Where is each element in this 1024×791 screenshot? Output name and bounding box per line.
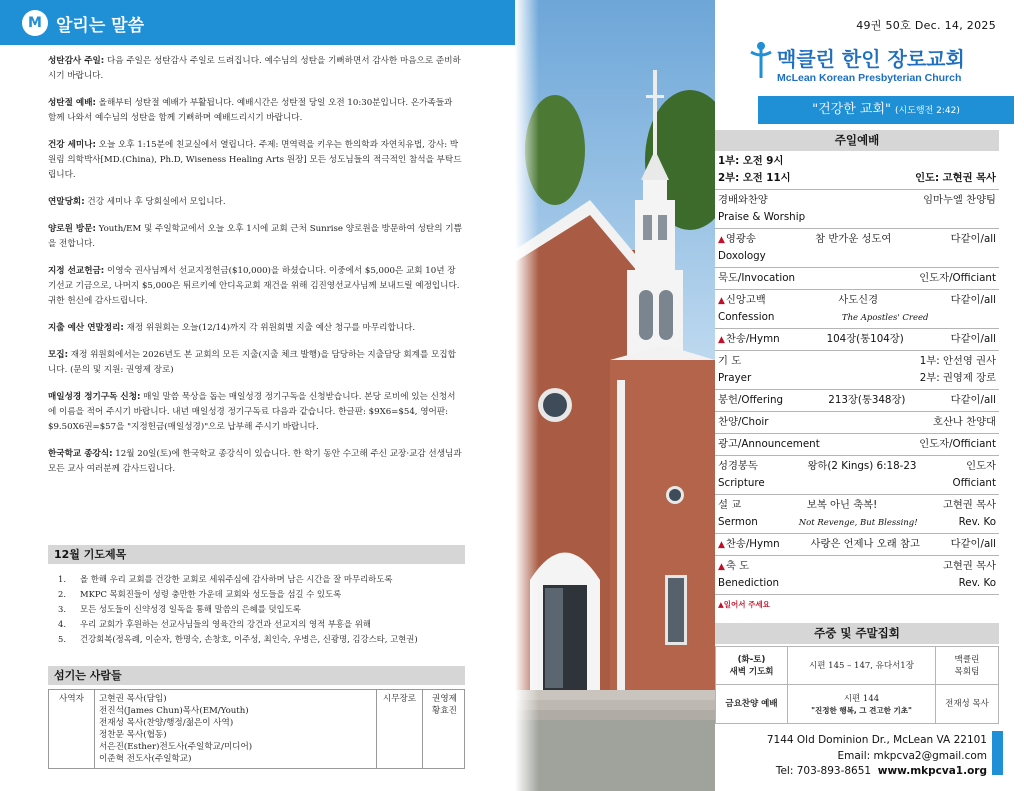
worship-item-label — [718, 536, 780, 554]
worship-item — [715, 190, 999, 229]
worship-item-line — [718, 436, 996, 453]
worship-item-leader: 인도자/Officiant — [919, 272, 996, 284]
worship-item — [715, 412, 999, 434]
notice-title: 건강 세미나: — [48, 140, 96, 150]
minister-name: 정찬문 목사(협동) — [99, 730, 167, 740]
notice-title: 지정 선교헌금: — [48, 266, 105, 276]
midweek-passage — [788, 685, 936, 723]
worship-item-korean: 기 도 — [718, 355, 742, 367]
midweek-leader: 전재성 목사 — [945, 699, 989, 709]
midweek-leader: 맥클린 목회팀 — [954, 654, 980, 677]
prayer-item — [52, 602, 462, 617]
worship-item — [715, 229, 999, 268]
worship-item-label — [718, 392, 783, 409]
worship-item-line — [718, 248, 996, 265]
worship-item-leader-2: Rev. Ko — [958, 516, 996, 528]
worship-item-korean: 찬양/Choir — [718, 416, 769, 428]
minister-name: 서은진(Esther)전도사(주일학교/미디어) — [99, 742, 253, 752]
servants-role-ministers: 사역자 — [49, 690, 95, 768]
worship-item-korean: 설 교 — [718, 499, 742, 511]
prayer-text: 모든 성도들이 신약성경 일독을 통해 말씀의 은혜를 덧입도록 — [80, 604, 301, 614]
notice-body: 12월 20일(토)에 한국학교 종강식이 있습니다. 한 학기 동안 수고해 주신 교장·교감 선생님과 모든 교사 여러분께 감사드립니다. — [48, 449, 462, 474]
midweek-passage — [788, 647, 936, 684]
notice-body: 오늘 오후 1:15분에 친교실에서 열립니다. 주제: 면역력을 키우는 한의학과 자연치유법, 강사: 박원림 의학박사[MD.(China), Ph.D, Wiseness Healing Arts 원장] 모든 성도님들의 적극적인 참석을 부탁드립니다. — [48, 140, 462, 180]
worship-item-korean: 광고/Announcement — [718, 438, 820, 450]
worship-item-line — [718, 458, 996, 475]
servants-elders-list — [423, 690, 466, 768]
worship-item-korean: 봉헌/Offering — [718, 394, 784, 406]
worship-item-label — [718, 558, 749, 576]
worship-item-detail: 보복 아닌 축복! — [806, 499, 878, 511]
prayer-item — [52, 572, 462, 587]
worship-item-line — [718, 309, 996, 326]
worship-item-leader-2: Officiant — [952, 477, 996, 489]
worship-item-label — [718, 231, 756, 249]
worship-item-line — [718, 392, 996, 409]
church-address: 7144 Old Dominion Dr., McLean VA 22101 — [766, 734, 987, 746]
notice-item — [48, 54, 463, 84]
notice-body: 건강 세미나 후 당회실에서 모입니다. — [84, 197, 226, 207]
worship-item-line — [718, 497, 996, 514]
prayer-text: 건강회복(정옥례, 이순자, 한명숙, 손창호, 이주성, 최인숙, 우병은, 신광명, 김강스타, 고현권) — [80, 634, 418, 644]
prayer-item — [52, 617, 462, 632]
worship-item-english: Doxology — [718, 250, 766, 262]
church-name-korean: 맥클린 한인 장로교회 — [777, 47, 965, 71]
worship-item-korean: 성경봉독 — [718, 460, 758, 472]
issue-info: 49권 50호 Dec. 14, 2025 — [856, 19, 996, 32]
worship-item-korean: 신앙고백 — [725, 294, 766, 306]
worship-item — [715, 534, 999, 556]
notice-item — [48, 447, 463, 477]
notice-title: 양로원 방문: — [48, 224, 96, 234]
notice-body: Youth/EM 및 주일학교에서 오늘 오후 1시에 교회 근처 Sunrise 양로원을 방문하여 성탄의 기쁨을 전합니다. — [48, 224, 462, 249]
worship-item-detail: 왕하(2 Kings) 6:18-23 — [807, 460, 917, 472]
worship-item — [715, 351, 999, 390]
stand-note: ▲일어서 주세요 — [718, 600, 770, 609]
worship-item-line — [718, 292, 996, 309]
service-leader: 인도: 고현권 목사 — [915, 172, 996, 184]
worship-item — [715, 456, 999, 495]
worship-item-line — [718, 209, 996, 226]
worship-item-line — [718, 370, 996, 387]
first-service-time: 1부: 오전 9시 — [718, 155, 784, 167]
church-building-photo — [515, 0, 715, 791]
motto-reference: (시도행전 2:42) — [895, 106, 960, 116]
midweek-row — [716, 647, 998, 685]
worship-item-leader: 다같이/all — [950, 394, 996, 406]
announcements-banner — [0, 0, 515, 45]
notice-item — [48, 96, 463, 126]
prayer-text: 우리 교회가 후원하는 선교사님들의 영육간의 강건과 선교지의 영적 부흥을 위해 — [80, 619, 371, 629]
notice-item — [48, 195, 463, 210]
worship-item — [715, 434, 999, 456]
notice-body: 매일 말씀 묵상을 돕는 매일성경 정기구독을 신청받습니다. 본당 로비에 있는 신청서에 이름을 적어 주시기 바랍니다. 내년 매일성경 정기구독료 다음과 같습니다. 한글판: $9X6=$54, 영어판: $9.50X6권=$57을 "지정헌금(매일성경)"으로 납부해 주시기 바랍니다. — [48, 392, 456, 432]
worship-item-leader: 인도자 — [966, 460, 996, 472]
worship-item-line — [718, 414, 996, 431]
worship-item-korean: 찬송/Hymn — [725, 538, 780, 550]
worship-item-label — [718, 414, 768, 431]
prayer-item — [52, 632, 462, 647]
worship-item-label — [718, 292, 766, 310]
worship-item-label — [718, 192, 768, 209]
prayer-text: 올 한해 우리 교회를 건강한 교회로 세워주심에 감사하며 남은 시간을 잘 마무리하도록 — [80, 574, 393, 584]
worship-item-leader: 다같이/all — [950, 233, 996, 245]
midweek-heading: 주중 및 주말집회 — [715, 623, 999, 644]
worship-item-leader: 고현권 목사 — [942, 560, 996, 572]
worship-item-english: Scripture — [718, 477, 765, 489]
stand-marker-icon: ▲ — [718, 562, 725, 572]
worship-item — [715, 329, 999, 351]
worship-item-detail-english: The Apostles' Creed — [841, 313, 929, 323]
worship-item-english: Sermon — [718, 516, 758, 528]
worship-item-line — [718, 558, 996, 575]
midweek-table — [715, 646, 999, 724]
worship-item — [715, 495, 999, 534]
worship-item-korean: 영광송 — [725, 233, 756, 245]
worship-item-label — [718, 458, 758, 475]
notice-item — [48, 264, 463, 309]
worship-item-english: Praise & Worship — [718, 211, 806, 223]
worship-item-line — [718, 514, 996, 531]
service-times — [715, 151, 999, 190]
minister-name: 이준혁 전도사(주일학교) — [99, 754, 192, 764]
notice-body: 이영숙 권사님께서 선교지정헌금($10,000)을 하셨습니다. 이중에서 $5,000은 교회 10년 장기선교 기금으로, 나머지 $5,000은 튀르키예 안디옥교회 재건을 위해 김진영선교사님께 보내드릴 예정입니다. 귀한 헌신에 감사드립니다. — [48, 266, 460, 306]
minister-name: 고현권 목사(담임) — [99, 694, 167, 704]
notice-title: 모집: — [48, 350, 69, 360]
worship-item-detail: 213장(통348장) — [828, 394, 906, 406]
worship-item-line — [718, 475, 996, 492]
notice-title: 성탄절 예배: — [48, 98, 96, 108]
worship-item-label — [718, 353, 741, 370]
notice-item — [48, 321, 463, 336]
worship-item-line — [718, 353, 996, 370]
worship-item-line — [718, 575, 996, 592]
worship-item-korean: 묵도/Invocation — [718, 272, 796, 284]
worship-item-line — [718, 331, 996, 348]
prayer-number: 1. — [58, 574, 66, 584]
servants-table — [48, 689, 465, 769]
worship-item-label — [718, 497, 741, 514]
notice-body: 올해부터 성탄절 예배가 부활됩니다. 예배시간은 성탄절 당일 오전 10:30분입니다. 온가족들과 함께 나와서 예수님의 성탄을 함께 기뻐하며 예배드리시기 바랍니다. — [48, 98, 453, 123]
church-website: www.mkpcva1.org — [877, 765, 987, 777]
motto-banner — [758, 96, 1014, 124]
midweek-row — [716, 685, 998, 723]
midweek-passage-text: 시편 145 – 147, 유다서1장 — [809, 660, 914, 671]
worship-item — [715, 556, 999, 595]
prayer-topics-heading: 12월 기도제목 — [48, 545, 465, 564]
notice-title: 지출 예산 연말정리: — [48, 323, 124, 333]
worship-item-detail: 사랑은 언제나 오래 참고 — [810, 538, 920, 550]
church-name-english: McLean Korean Presbyterian Church — [777, 72, 962, 84]
worship-item-leader: 다같이/all — [950, 538, 996, 550]
worship-item-leader: 다같이/all — [950, 294, 996, 306]
notice-title: 한국학교 종강식: — [48, 449, 113, 459]
stand-marker-icon: ▲ — [718, 540, 725, 550]
worship-item — [715, 390, 999, 412]
worship-item-detail: 사도신경 — [838, 294, 879, 306]
church-logo-icon — [747, 40, 775, 80]
worship-item-line — [718, 270, 996, 287]
contact-accent-bar — [992, 731, 1003, 775]
stand-marker-icon: ▲ — [718, 235, 725, 245]
worship-item-leader: 고현권 목사 — [942, 499, 996, 511]
contact-info — [767, 733, 987, 780]
worship-item-line — [718, 231, 996, 248]
worship-item-leader: 인도자/Officiant — [919, 438, 996, 450]
motto-text: "건강한 교회" — [812, 102, 891, 117]
elder-name: 황효진 — [432, 706, 457, 716]
prayer-text: MKPC 목회진들이 성령 충만한 가운데 교회와 성도들을 섬길 수 있도록 — [80, 589, 342, 599]
worship-item-label — [718, 270, 795, 287]
prayer-number: 4. — [58, 619, 66, 629]
bulletin-cover-column — [715, 0, 1024, 791]
worship-order — [715, 151, 999, 614]
stand-marker-icon: ▲ — [718, 296, 725, 306]
worship-item-english: Benediction — [718, 577, 780, 589]
worship-item-detail: 참 반가운 성도여 — [815, 233, 892, 245]
worship-item-korean: 축 도 — [725, 560, 750, 572]
notice-title: 연말당회: — [48, 197, 85, 207]
worship-item-leader: 임마누엘 찬양팀 — [923, 194, 996, 206]
midweek-passage-text: 시편 144 — [843, 693, 880, 704]
announcements-title: 알리는 말씀 — [56, 16, 145, 36]
midweek-service: (화-토) 새벽 기도회 — [716, 647, 788, 684]
midweek-theme: "진정한 행복, 그 견고한 기초" — [811, 705, 912, 715]
worship-item-label — [718, 436, 820, 453]
worship-item — [715, 290, 999, 329]
notice-item — [48, 390, 463, 435]
notice-body: 재정 위원회에서는 2026년도 본 교회의 모든 지출(지출 체크 발행)을 담당하는 지출담당 회계를 모집합니다. (문의 및 지원: 권영제 장로) — [48, 350, 456, 375]
worship-item-leader: 1부: 안선영 권사 — [919, 355, 996, 367]
notice-item — [48, 222, 463, 252]
worship-item-english: Confession — [718, 311, 775, 323]
worship-item-korean: 찬송/Hymn — [725, 333, 780, 345]
worship-item-leader: 호산나 찬양대 — [933, 416, 996, 428]
church-logo-icon: M — [22, 10, 48, 36]
notice-list — [48, 54, 463, 489]
notice-body: 재정 위원회는 오늘(12/14)까지 각 위원회별 지출 예산 청구를 마무리합니다. — [123, 323, 416, 333]
midweek-service: 금요찬양 예배 — [716, 685, 788, 723]
notice-title: 성탄감사 주일: — [48, 56, 105, 66]
worship-item-detail: 104장(통104장) — [826, 333, 904, 345]
elder-name: 권영제 — [432, 694, 457, 704]
worship-item-leader: 다같이/all — [950, 333, 996, 345]
stand-marker-icon: ▲ — [718, 335, 725, 345]
notice-item — [48, 138, 463, 183]
worship-item-korean: 경배와찬양 — [718, 194, 768, 206]
worship-item-detail-english: Not Revenge, But Blessing! — [798, 518, 918, 528]
servants-ministers-list — [95, 690, 377, 768]
church-email: Email: mkpcva2@gmail.com — [837, 749, 987, 762]
prayer-item — [52, 587, 462, 602]
worship-item-line — [718, 536, 996, 553]
minister-name: 전진석(James Chun)목사(EM/Youth) — [99, 706, 249, 716]
worship-item-leader-2: Rev. Ko — [958, 577, 996, 589]
notice-title: 매일성경 정기구독 신청: — [48, 392, 141, 402]
notice-body: 다음 주일은 성탄감사 주일로 드려집니다. 예수님의 성탄을 기뻐하면서 감사한 마음으로 준비하시기 바랍니다. — [48, 56, 461, 81]
prayer-number: 3. — [58, 604, 66, 614]
prayer-number: 2. — [58, 589, 66, 599]
worship-item-english: Prayer — [718, 372, 752, 384]
minister-name: 전재성 목사(찬양/행정/젊은이 사역) — [99, 718, 234, 728]
worship-item-line — [718, 192, 996, 209]
church-phone: Tel: 703-893-8651 — [775, 765, 872, 777]
worship-item-label — [718, 331, 780, 349]
prayer-topics-list — [52, 572, 462, 647]
worship-item — [715, 268, 999, 290]
servants-role-elders: 시무장로 — [377, 690, 423, 768]
sunday-worship-heading: 주일예배 — [715, 130, 999, 151]
worship-item-leader-2: 2부: 권영제 장로 — [919, 372, 996, 384]
second-service-time: 2부: 오전 11시 — [718, 172, 791, 184]
servants-heading: 섬기는 사람들 — [48, 666, 465, 685]
notice-item — [48, 348, 463, 378]
prayer-number: 5. — [58, 634, 66, 644]
